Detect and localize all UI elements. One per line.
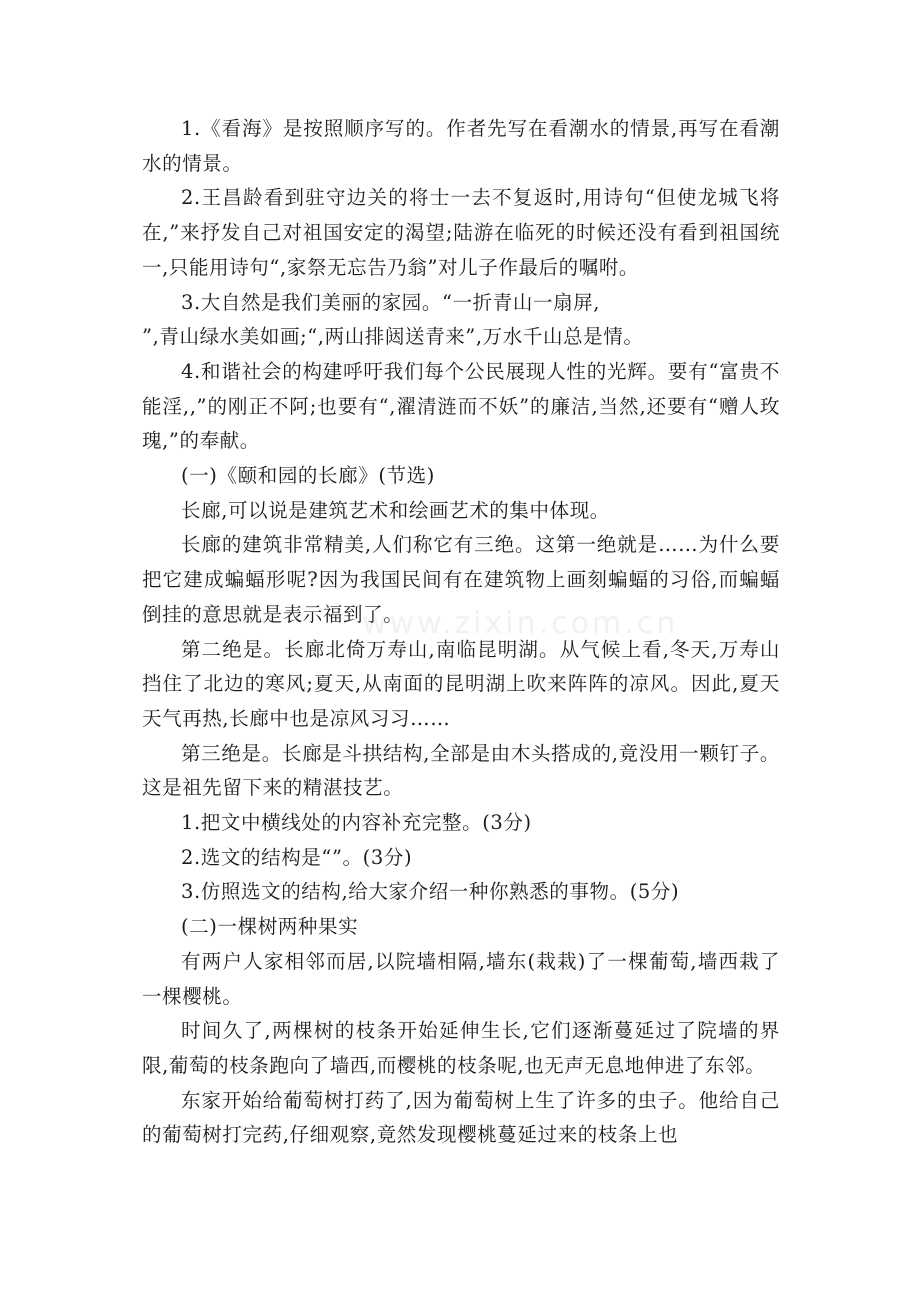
question-3-continuation: ”,青山绿水美如画;“,两山排闼送青来”,万水千山总是情。 [142, 325, 644, 349]
passage-1-paragraph: 第二绝是。长廊北倚万寿山,南临昆明湖。从气候上看,冬天,万寿山挡住了北边的寒风;夏天,从南面的昆明湖上吹来阵阵的凉风。因此,夏天天气再热,长廊中也是凉风习习…… [142, 637, 780, 730]
question-4-text: 4.和谐社会的构建呼吁我们每个公民展现人性的光辉。要有“富贵不能淫,,”的刚正不阿;也要有“,濯清涟而不妖”的廉洁,当然,还要有“赠人玫瑰,”的奉献。 [142, 359, 780, 453]
exercise-question: 1.把文中横线处的内容补充完整。(3分) [181, 811, 532, 835]
section-1-heading: (一)《颐和园的长廊》(节选) [181, 464, 435, 488]
question-2-text: 2.王昌龄看到驻守边关的将士一去不复返时,用诗句“但使龙城飞将在,”来抒发自己对祖国安定的渴望;陆游在临死的时候还没有看到祖国统一,只能用诗句“,家祭无忘告乃翁”对儿子作最后的嘱咐。 [142, 186, 780, 279]
passage-2-paragraph: 时间久了,两棵树的枝条开始延伸生长,它们逐渐蔓延过了院墙的界限,葡萄的枝条跑向了墙西,而樱桃的枝条呢,也无声无息地伸进了东邻。 [142, 1019, 780, 1077]
passage-1-paragraph: 长廊,可以说是建筑艺术和绘画艺术的集中体现。 [181, 498, 610, 522]
exercise-question: 3.仿照选文的结构,给大家介绍一种你熟悉的事物。(5分) [181, 880, 680, 904]
section-2-heading: (二)一棵树两种果实 [181, 915, 359, 939]
passage-2-paragraph: 东家开始给葡萄树打药了,因为葡萄树上生了许多的虫子。他给自己的葡萄树打完药,仔细观察,竟然发现樱桃蔓延过来的枝条上也 [142, 1088, 780, 1147]
exercise-question: 2.选文的结构是“”。(3分) [181, 845, 413, 869]
question-1-text: 1.《看海》是按照顺序写的。作者先写在看潮水的情景,再写在看潮水的情景。 [142, 117, 780, 175]
passage-1-paragraph: 长廊的建筑非常精美,人们称它有三绝。这第一绝就是……为什么要把它建成蝙蝠形呢?因为我国民间有在建筑物上画刻蝙蝠的习俗,而蝙蝠倒挂的意思就是表示福到了。 [142, 533, 780, 626]
passage-1-paragraph: 第三绝是。长廊是斗拱结构,全部是由木头搭成的,竟没用一颗钉子。这是祖先留下来的精湛技艺。 [142, 741, 780, 800]
watermark: www.zixin.com.cn [362, 606, 679, 641]
question-3-text: 3.大自然是我们美丽的家园。“一折青山一扇屏, [181, 290, 601, 314]
passage-2-paragraph: 有两户人家相邻而居,以院墙相隔,墙东(栽栽)了一棵葡萄,墙西栽了一棵樱桃。 [142, 949, 780, 1008]
